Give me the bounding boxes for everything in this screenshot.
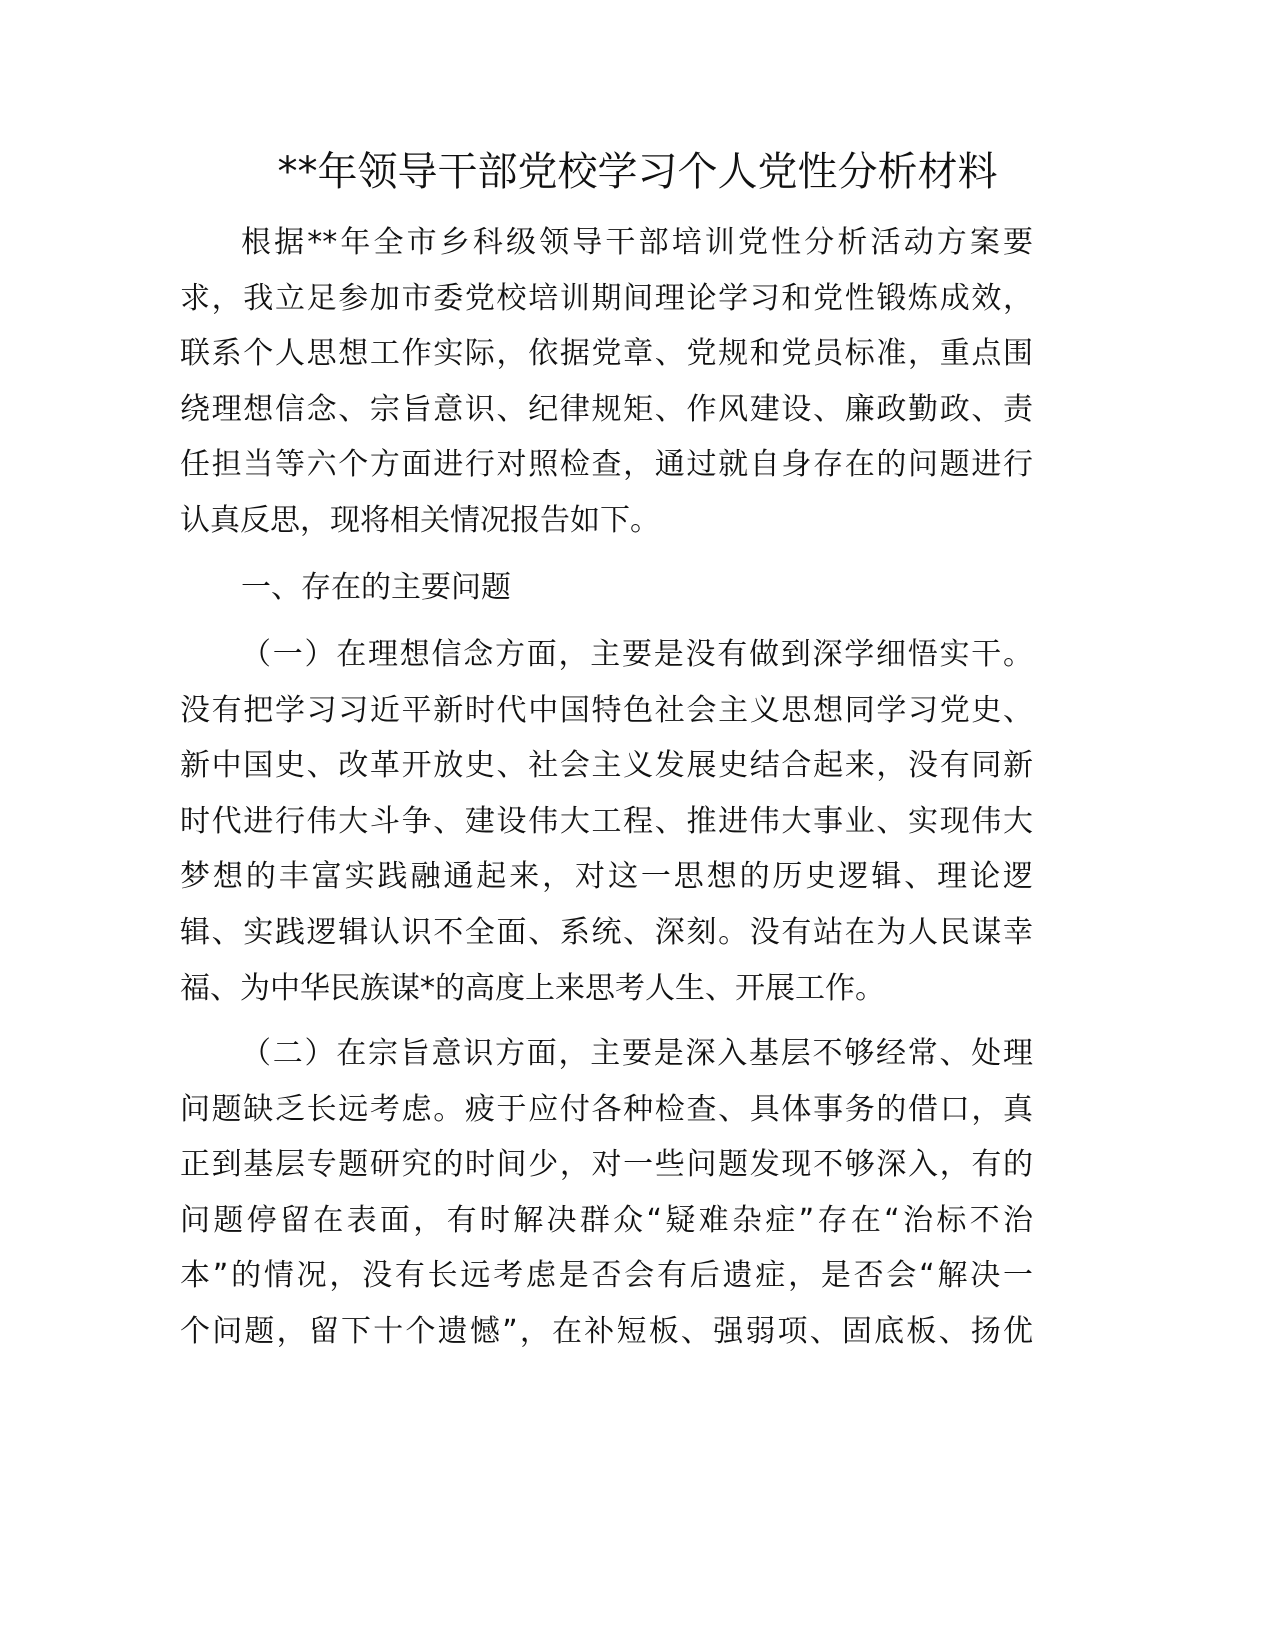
text-line: （二）在宗旨意识方面，主要是深入基层不够经常、处理	[241, 1036, 1033, 1071]
text-line: 联系个人思想工作实际，依据党章、党规和党员标准，重点围	[180, 336, 1033, 372]
text-line: 问题缺乏长远考虑。疲于应付各种检查、具体事务的借口，真	[180, 1091, 1033, 1127]
section-heading-block	[180, 560, 1033, 616]
paragraph-ideals	[180, 627, 1033, 1016]
section-heading: 一、存在的主要问题	[241, 570, 511, 605]
text-line: 认真反思，现将相关情况报告如下。	[180, 502, 660, 538]
text-line: 福、为中华民族谋*的高度上来思考人生、开展工作。	[180, 970, 885, 1006]
text-line: 本”的情况，没有长远考虑是否会有后遗症，是否会“解决一	[180, 1258, 1033, 1294]
text-line: 问题停留在表面，有时解决群众“疑难杂症”存在“治标不治	[180, 1202, 1033, 1238]
text-line: 任担当等六个方面进行对照检查，通过就自身存在的问题进行	[180, 447, 1033, 483]
text-line: 辑、实践逻辑认识不全面、系统、深刻。没有站在为人民谋幸	[180, 914, 1033, 950]
intro-paragraph	[180, 215, 1033, 549]
text-line: 新中国史、改革开放史、社会主义发展史结合起来，没有同新	[180, 748, 1033, 784]
text-line: 正到基层专题研究的时间少，对一些问题发现不够深入，有的	[180, 1147, 1033, 1183]
text-line: （一）在理想信念方面，主要是没有做到深学细悟实干。	[241, 637, 1033, 672]
text-line: 根据**年全市乡科级领导干部培训党性分析活动方案要	[241, 225, 1033, 260]
document-title: **年领导干部党校学习个人党性分析材料	[277, 149, 998, 195]
text-line: 个问题，留下十个遗憾”，在补短板、强弱项、固底板、扬优	[180, 1313, 1033, 1349]
text-line: 没有把学习习近平新时代中国特色社会主义思想同学习党史、	[180, 692, 1033, 728]
text-line: 绕理想信念、宗旨意识、纪律规矩、作风建设、廉政勤政、责	[180, 391, 1033, 427]
text-line: 时代进行伟大斗争、建设伟大工程、推进伟大事业、实现伟大	[180, 803, 1033, 839]
paragraph-purpose	[180, 1026, 1033, 1360]
text-line: 求，我立足参加市委党校培训期间理论学习和党性锻炼成效，	[180, 280, 1033, 316]
text-line: 梦想的丰富实践融通起来，对这一思想的历史逻辑、理论逻	[180, 859, 1033, 895]
